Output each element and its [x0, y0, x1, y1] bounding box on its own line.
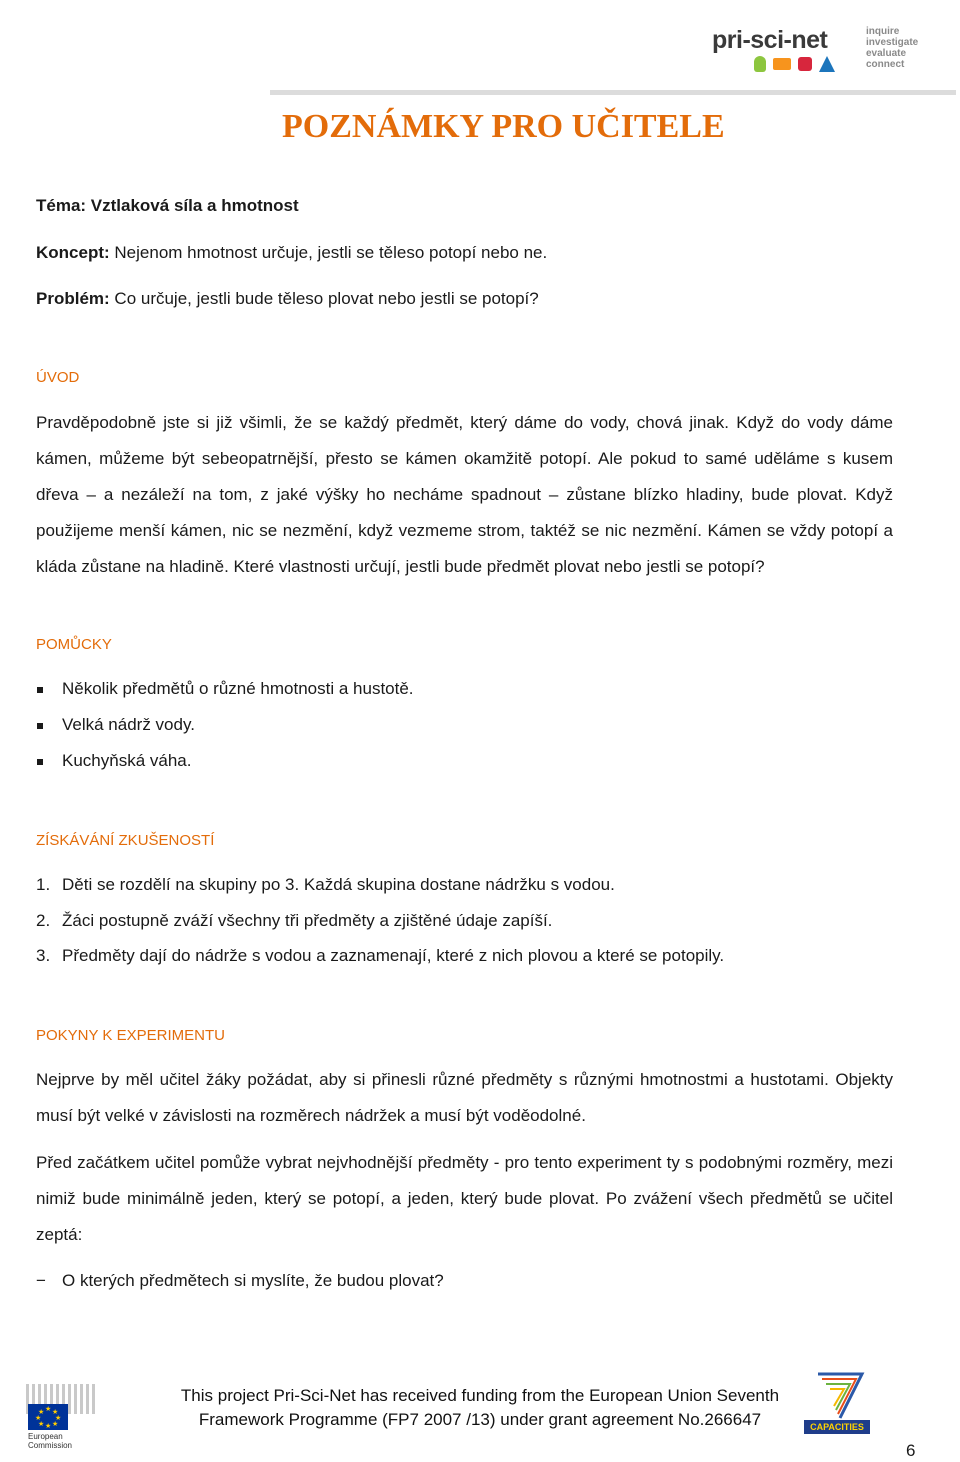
- pokyny-paragraph-1: Nejprve by měl učitel žáky požádat, aby si přinesli různé předměty s různými hmotnostmi a hustotami. Objekty musí být velké v závislosti na rozměrech nádržek a musí být voděodolné.: [36, 1070, 893, 1125]
- section-heading-uvod: ÚVOD: [36, 369, 80, 386]
- list-item: Velká nádrž vody.: [62, 715, 195, 734]
- header-divider: [270, 90, 956, 95]
- book-icon: [773, 58, 791, 70]
- logo-icons: [754, 56, 835, 72]
- concept-label: Koncept:: [36, 243, 110, 262]
- section-heading-pokyny: POKYNY K EXPERIMENTU: [36, 1027, 225, 1044]
- logo-tagline-4: connect: [866, 59, 905, 70]
- bullet-icon: [37, 723, 43, 729]
- problem-label: Problém:: [36, 289, 110, 308]
- logo-wordmark: pri-sci-net: [712, 26, 828, 54]
- uvod-paragraph: Pravděpodobně jste si již všimli, že se každý předmět, který dáme do vody, chová jinak. Když do vody dáme kámen, můžeme být sebeopatrnější, přesto se kámen okamžitě potopí. Ale pokud to samé uděláme s kusem dřeva – a nezáleží na tom, z jaké výšky ho necháme spadnout – zůstane blízko hladiny, bude plovat. Když použijeme menší kámen, nic se nezmění, když vezmeme strom, taktéž se nic nezmění. Kámen se vždy potopí a kláda zůstane na hladině. Které vlastnosti určují, jestli bude předmět plovat nebo jestli se potopí?: [36, 413, 893, 576]
- fp7-capacities-logo: [796, 1370, 876, 1436]
- problem-value: Co určuje, jestli bude těleso plovat nebo jestli se potopí?: [109, 289, 539, 308]
- lightbulb-icon: [754, 56, 766, 72]
- step-text: Žáci postupně zváží všechny tři předměty a zjištěné údaje zapíší.: [62, 911, 553, 930]
- step-number: 1.: [36, 875, 51, 894]
- fp7-seven-icon: [814, 1370, 866, 1420]
- eu-flag-icon: ★ ★ ★ ★ ★ ★ ★ ★: [28, 1404, 68, 1430]
- european-commission-logo: [26, 1384, 96, 1456]
- step-number: 3.: [36, 946, 51, 965]
- logo-tagline: [866, 26, 918, 70]
- fp7-label: CAPACITIES: [804, 1420, 870, 1434]
- funding-line-2: Framework Programme (FP7 2007 /13) under grant agreement No.266647: [198, 1410, 762, 1429]
- page-title: POZNÁMKY PRO UČITELE: [282, 108, 725, 145]
- problem-line: [36, 289, 539, 309]
- concept-line: [36, 243, 547, 263]
- question-text: O kterých předmětech si myslíte, že budou plovat?: [62, 1271, 444, 1290]
- topic-line: Téma: Vztlaková síla a hmotnost: [36, 196, 299, 215]
- concept-value: Nejenom hmotnost určuje, jestli se těleso potopí nebo ne.: [109, 243, 548, 262]
- logo-tagline-3: evaluate: [866, 48, 907, 59]
- step-text: Předměty dají do nádrže s vodou a zaznamenají, které z nich plovou a které se potopily.: [62, 946, 725, 965]
- bullet-icon: [37, 759, 43, 765]
- step-text: Děti se rozdělí na skupiny po 3. Každá skupina dostane nádržku s vodou.: [62, 875, 615, 894]
- puzzle-icon: [798, 57, 812, 71]
- eu-label: European Commission: [28, 1432, 73, 1450]
- bullet-icon: [37, 687, 43, 693]
- step-number: 2.: [36, 911, 51, 930]
- pokyny-paragraph-2: Před začátkem učitel pomůže vybrat nejvhodnější předměty - pro tento experiment ty s podobnými rozměry, mezi nimiž bude minimálně jeden, který se potopí, a jeden, který bude plovat. Po zvážení všech předmětů se učitel zeptá:: [36, 1153, 893, 1244]
- logo-tagline-1: inquire: [866, 26, 900, 37]
- pri-sci-net-logo: [712, 24, 922, 80]
- funding-line-1: This project Pri-Sci-Net has received funding from the European Union Seventh: [180, 1386, 780, 1405]
- list-item: Kuchyňská váha.: [62, 751, 192, 770]
- logo-tagline-2: investigate: [866, 37, 919, 48]
- funding-statement: [150, 1384, 810, 1432]
- flask-icon: [819, 56, 835, 72]
- page-number: 6: [906, 1441, 916, 1460]
- section-heading-ziskavani: ZÍSKÁVÁNÍ ZKUŠENOSTÍ: [36, 832, 215, 849]
- section-heading-pomucky: POMŮCKY: [36, 636, 112, 653]
- dash-bullet: −: [36, 1271, 46, 1290]
- list-item: Několik předmětů o různé hmotnosti a hustotě.: [62, 679, 414, 698]
